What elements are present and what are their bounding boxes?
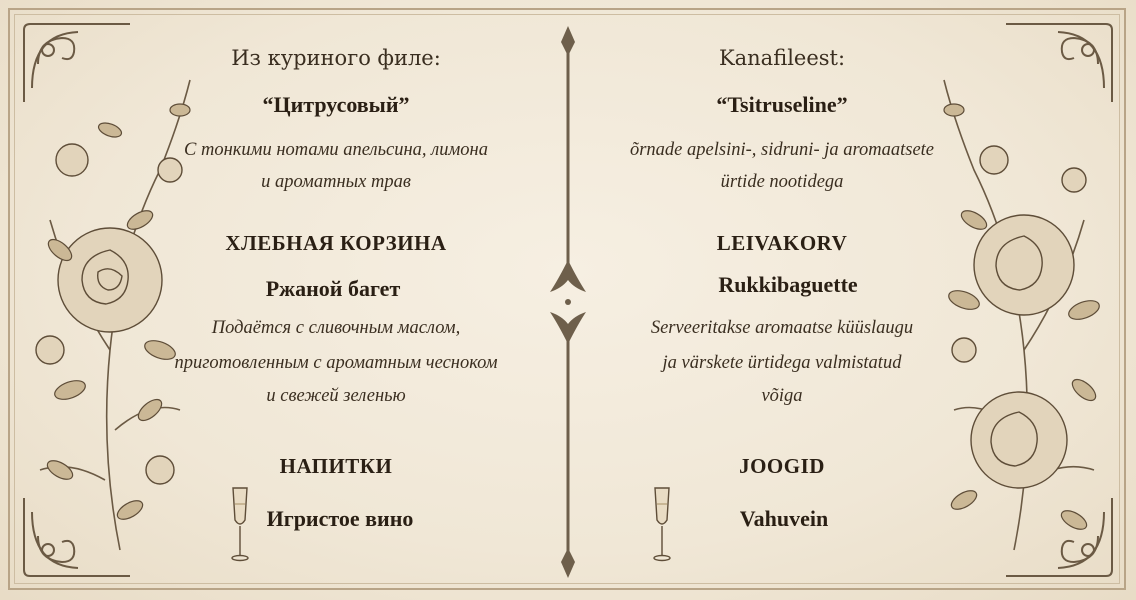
- drink-item: Vahuvein: [739, 506, 829, 531]
- chicken-description-line2: и ароматных трав: [261, 172, 411, 192]
- champagne-glass-icon: [228, 486, 252, 564]
- drink-item: Игристое вино: [266, 506, 414, 531]
- bread-description-line2: приготовленным с ароматным чесноком: [174, 353, 498, 373]
- drinks-heading: JOOGID: [739, 454, 825, 478]
- chicken-dish-title: “Цитрусовый”: [262, 92, 410, 117]
- bread-description-line3: и свежей зеленью: [266, 386, 406, 406]
- russian-menu-column: [166, 0, 506, 600]
- chicken-description-line2: ürtide nootidega: [720, 172, 844, 192]
- drinks-heading: НАПИТКИ: [279, 454, 393, 478]
- fleur-de-lis-divider-icon: [548, 22, 588, 582]
- bread-title: Ржаной багет: [265, 276, 401, 301]
- chicken-label: Kanafileest:: [718, 46, 846, 70]
- champagne-glass-icon: [650, 486, 674, 564]
- chicken-dish-title: “Tsitruseline”: [716, 92, 848, 117]
- bread-heading: LEIVAKORV: [716, 231, 848, 255]
- bread-description-line1: Подаётся с сливочным маслом,: [211, 318, 461, 338]
- bread-description-line2: ja värskete ürtidega valmistatud: [662, 353, 902, 373]
- bread-title: Rukkibaguette: [718, 272, 858, 297]
- chicken-label: Из куриного филе:: [231, 46, 441, 70]
- chicken-description-line1: õrnade apelsini-, sidruni- ja aromaatsete: [629, 140, 935, 160]
- bread-description-line3: võiga: [761, 386, 803, 406]
- bread-description-line1: Serveeritakse aromaatse küüslaugu: [650, 318, 914, 338]
- bread-heading: ХЛЕБНАЯ КОРЗИНА: [225, 231, 447, 255]
- chicken-description-line1: С тонкими нотами апельсина, лимона: [184, 140, 488, 160]
- rose-ornament-icon: [924, 50, 1124, 560]
